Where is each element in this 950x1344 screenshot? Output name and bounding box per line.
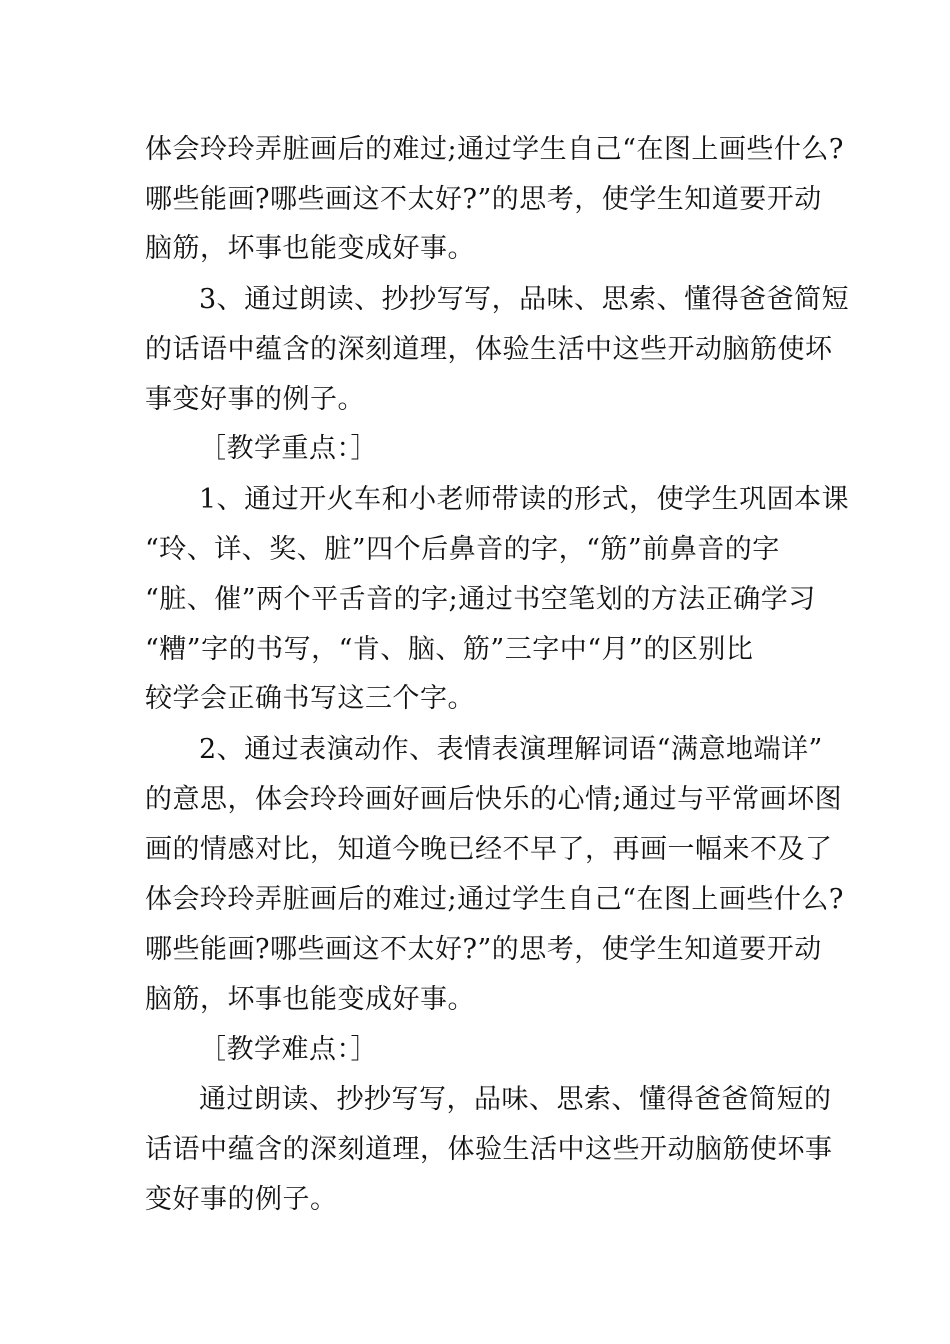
text-line: 哪些能画?哪些画这不太好?”的思考，使学生知道要开动 <box>145 184 822 215</box>
text-line: 哪些能画?哪些画这不太好?”的思考，使学生知道要开动 <box>145 934 822 965</box>
text-line: 较学会正确书写这三个字。 <box>145 683 475 714</box>
text-line: 变好事的例子。 <box>145 1184 338 1215</box>
paragraph-1-start: 1、通过开火车和小老师带读的形式，使学生巩固本课 <box>199 484 850 515</box>
text-line: 事变好事的例子。 <box>145 384 365 415</box>
text-line: “糟”字的书写，“肯、脑、筋”三字中“月”的区别比 <box>145 634 754 665</box>
text-line: 的话语中蕴含的深刻道理，体验生活中这些开动脑筋使坏 <box>145 334 833 365</box>
text-line: 体会玲玲弄脏画后的难过;通过学生自己“在图上画些什么? <box>145 884 844 915</box>
paragraph-3-start: 3、通过朗读、抄抄写写，品味、思索、懂得爸爸简短 <box>199 284 850 315</box>
text-line: 脑筋，坏事也能变成好事。 <box>145 233 475 264</box>
text-line: “玲、详、奖、脏”四个后鼻音的字，“筋”前鼻音的字 <box>145 534 780 565</box>
section-heading-difficulties: ［教学难点：］ <box>199 1034 378 1065</box>
text-line: 体会玲玲弄脏画后的难过;通过学生自己“在图上画些什么? <box>145 134 844 165</box>
text-line: 话语中蕴含的深刻道理，体验生活中这些开动脑筋使坏事 <box>145 1134 833 1165</box>
text-line: 的意思，体会玲玲画好画后快乐的心情;通过与平常画坏图 <box>145 784 843 815</box>
text-line: “脏、催”两个平舌音的字;通过书空笔划的方法正确学习 <box>145 584 816 615</box>
text-line: 脑筋，坏事也能变成好事。 <box>145 984 475 1015</box>
paragraph-difficulty-start: 通过朗读、抄抄写写，品味、思索、懂得爸爸简短的 <box>199 1084 832 1115</box>
paragraph-2-start: 2、通过表演动作、表情表演理解词语“满意地端详” <box>199 734 823 765</box>
section-heading-key-points: ［教学重点：］ <box>199 433 378 464</box>
text-line: 画的情感对比，知道今晚已经不早了，再画一幅来不及了 <box>145 834 833 865</box>
